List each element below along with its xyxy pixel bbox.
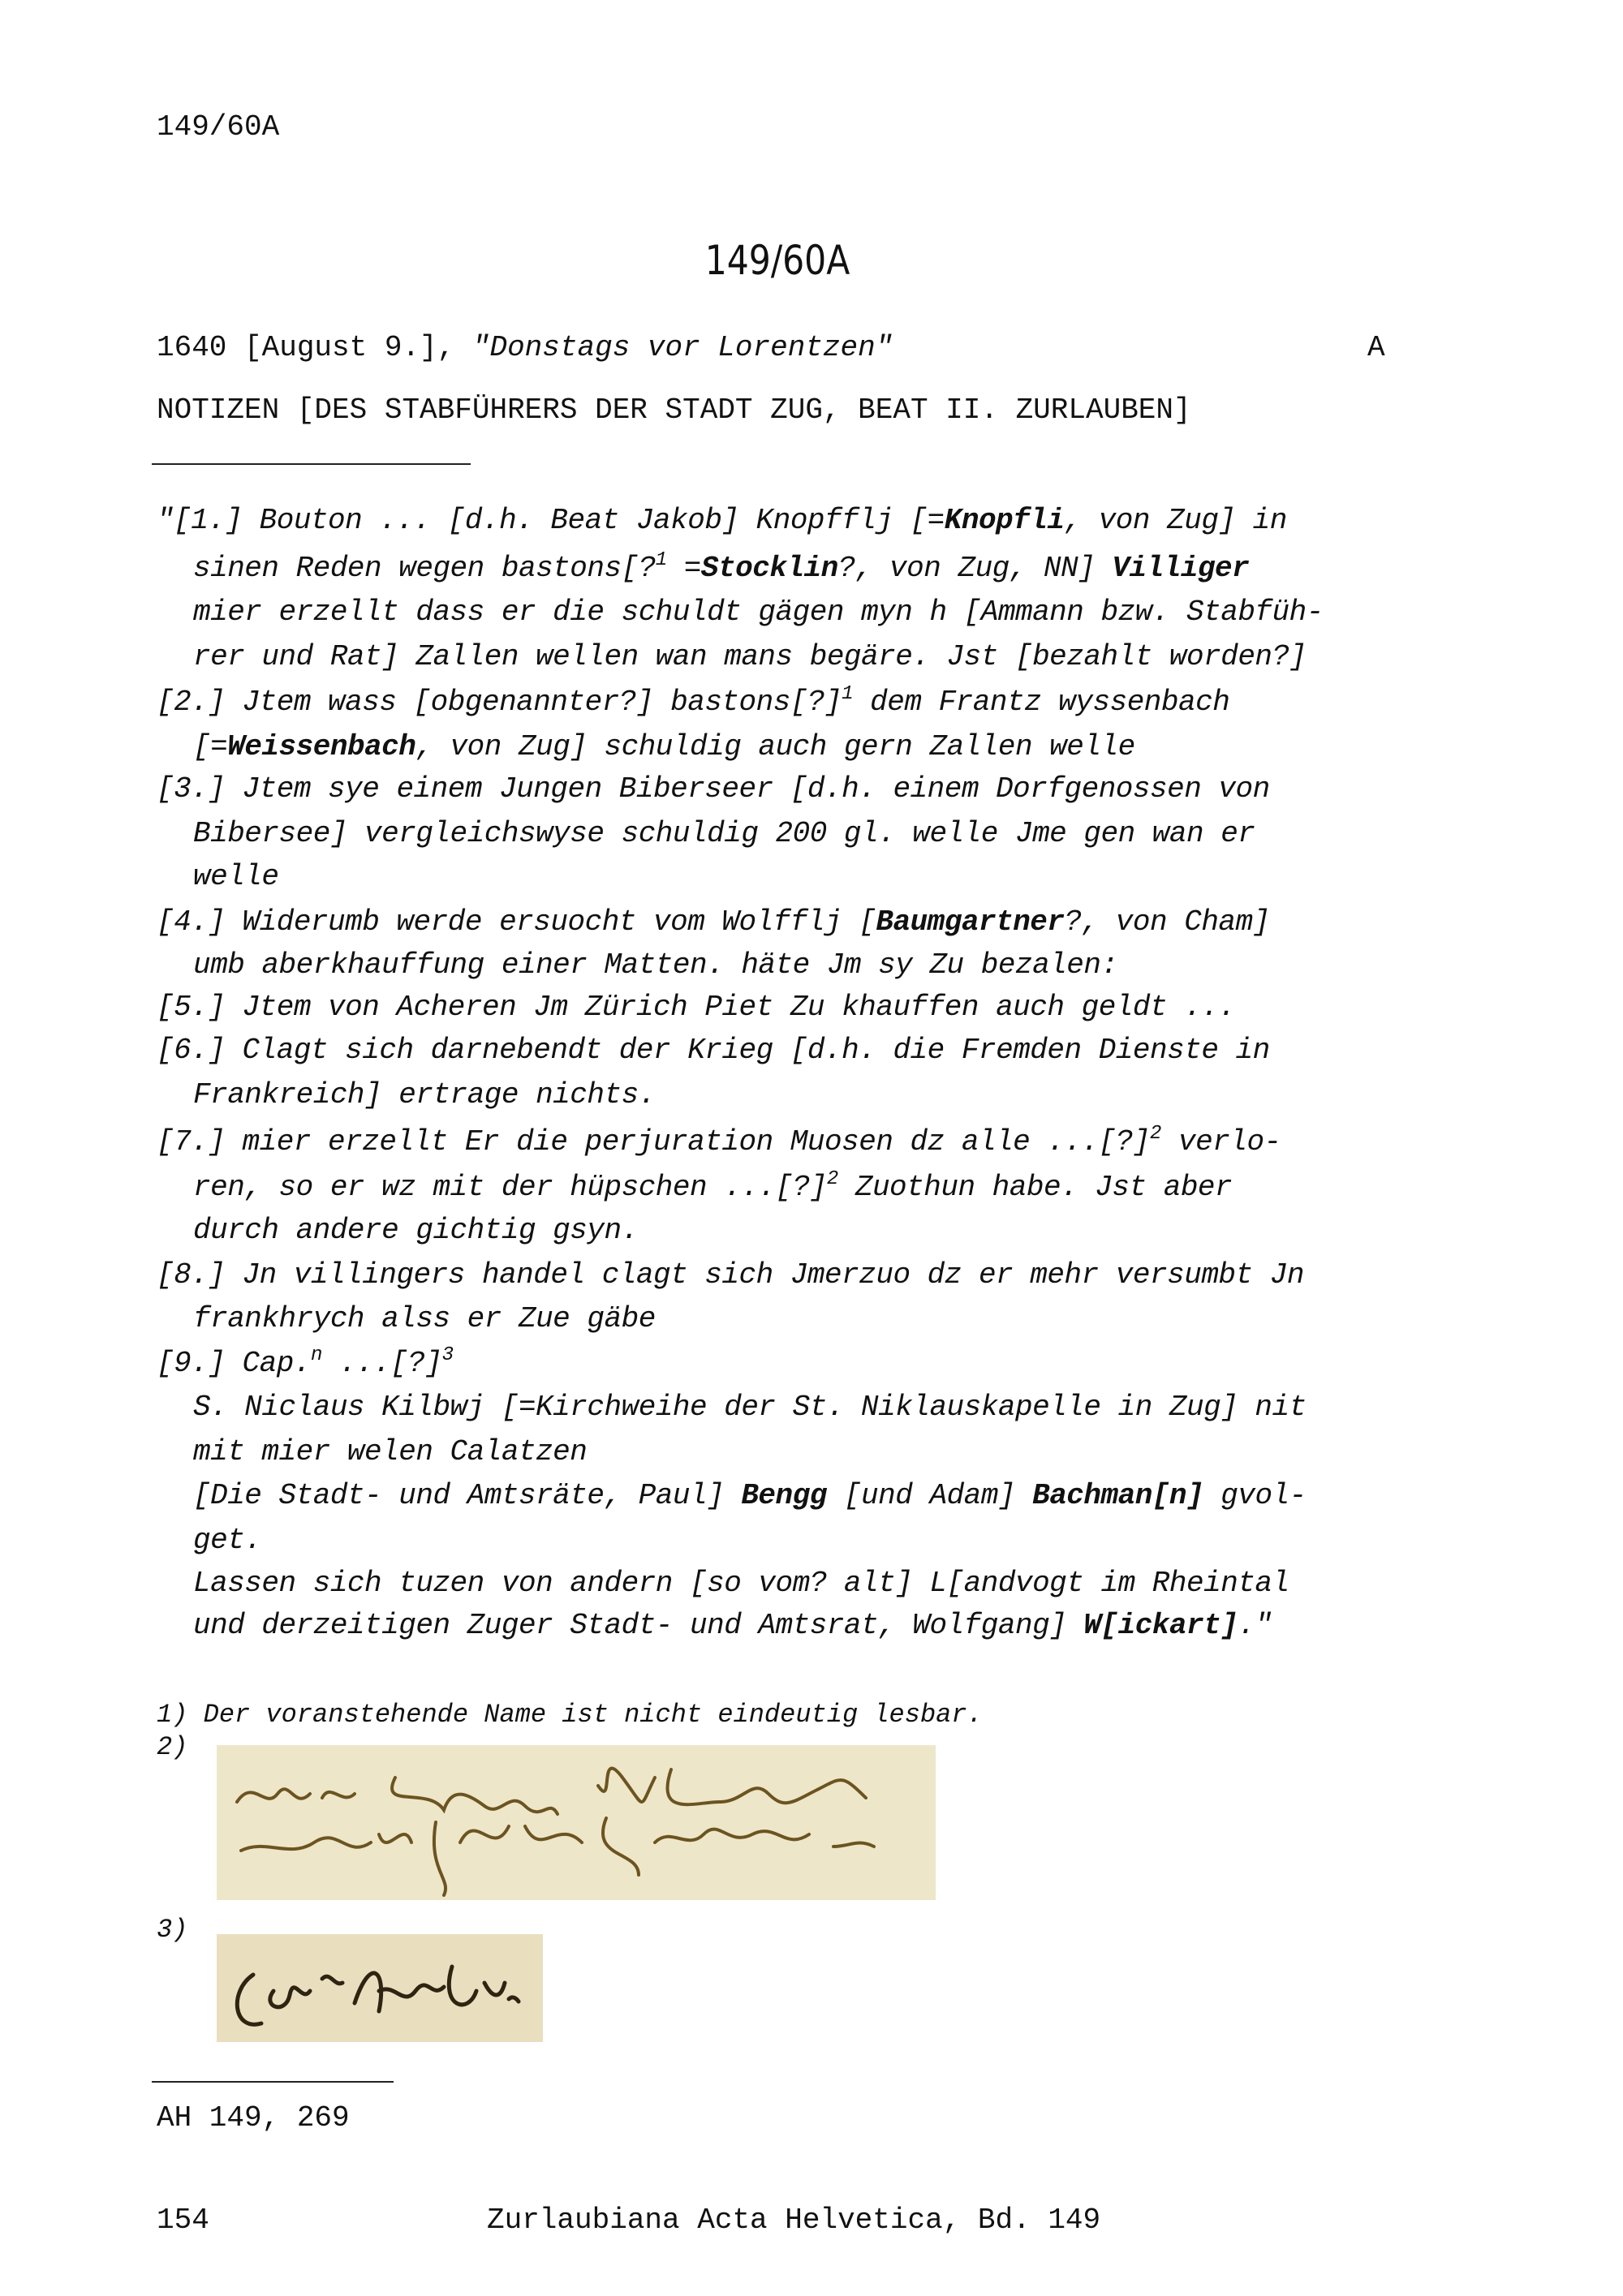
line-text: Zuothun habe. Jst aber: [837, 1171, 1233, 1204]
footnote-3-label: 3): [157, 1915, 188, 1945]
line-text: , von Zug] schuldig auch gern Zallen welle: [415, 730, 1135, 763]
page-title: 149/60A: [704, 237, 850, 284]
transcription-line: [157, 1258, 1304, 1292]
date-quote: "Donstags vor Lorentzen": [471, 331, 893, 364]
transcription-line: [157, 772, 1270, 806]
transcription-line: [157, 1034, 1270, 1067]
line-text: umb aberkhauffung einer Matten. häte Jm sy Zu bezalen:: [193, 948, 1118, 982]
transcription-line: [157, 1125, 1281, 1159]
footnote-ref: 1: [842, 683, 854, 705]
line-text: [9.] Cap.: [157, 1347, 311, 1380]
transcription-line: [193, 817, 1255, 850]
running-header: 149/60A: [157, 110, 280, 144]
line-text: sinen Reden wegen bastons[?: [193, 552, 656, 585]
line-text: ren, so er wz mit der hüpschen ...[?]: [193, 1171, 827, 1204]
transcription-line: [193, 1567, 1289, 1600]
transcription-line: [193, 1078, 656, 1111]
line-text: get.: [193, 1524, 262, 1557]
page-number: 154: [157, 2204, 209, 2237]
line-text: [=: [193, 730, 228, 763]
source-divider: [152, 2081, 394, 2083]
bold-name: Weissenbach: [227, 730, 416, 763]
transcription-line: [193, 1435, 587, 1468]
line-text: [und Adam]: [826, 1479, 1033, 1512]
line-text: frankhrych alss er Zue gäbe: [193, 1302, 656, 1335]
transcription-line: [193, 549, 1250, 585]
transcription-line: [193, 595, 1324, 629]
footnote-ref: 2: [1150, 1123, 1161, 1145]
line-text: ?, von Cham]: [1064, 905, 1270, 939]
footnote-ref: 2: [826, 1168, 838, 1190]
handwriting-image-2: [217, 1745, 936, 1900]
footnote-ref: n: [310, 1344, 322, 1366]
line-text: [4.] Widerumb werde ersuocht vom Wolfflj [: [157, 905, 876, 939]
bold-name: Stocklin: [700, 552, 838, 585]
bold-name: Knopfli: [944, 504, 1065, 537]
document-heading: NOTIZEN [DES STABFÜHRERS DER STADT ZUG, BEAT II. ZURLAUBEN]: [157, 393, 1191, 427]
transcription-line: [157, 1344, 454, 1380]
line-text: ?, von Zug, NN]: [837, 552, 1113, 585]
line-text: durch andere gichtig gsyn.: [193, 1214, 639, 1247]
transcription-line: [193, 1391, 1307, 1424]
line-text: [Die Stadt- und Amtsräte, Paul]: [193, 1479, 742, 1512]
line-text: verlo-: [1160, 1125, 1281, 1159]
transcription-line: [157, 905, 1270, 939]
line-text: rer und Rat] Zallen wellen wan mans begäre. Jst [bezahlt worden?]: [193, 640, 1307, 673]
line-text: und derzeitigen Zuger Stadt- und Amtsrat, Wolfgang]: [193, 1609, 1084, 1642]
line-text: .": [1238, 1609, 1272, 1642]
line-text: =: [666, 552, 701, 585]
line-text: gvol-: [1203, 1479, 1307, 1512]
bold-name: Baumgartner: [876, 905, 1065, 939]
line-text: [6.] Clagt sich darnebendt der Krieg [d.h. die Fremden Dienste in: [157, 1034, 1270, 1067]
line-text: [2.] Jtem wass [obgenannter?] bastons[?]: [157, 686, 842, 719]
transcription-line: [157, 504, 1287, 537]
line-text: ...[?]: [321, 1347, 442, 1380]
line-text: mier erzellt dass er die schuldt gägen myn h [Ammann bzw. Stabfüh-: [193, 595, 1324, 629]
footnote-text: Der voranstehende Name ist nicht eindeutig lesbar.: [203, 1700, 983, 1730]
footnote-2-label: 2): [157, 1732, 188, 1762]
transcription-line: [193, 730, 1135, 763]
line-text: Frankreich] ertrage nichts.: [193, 1078, 656, 1111]
transcription-line: [193, 860, 279, 893]
line-text: mit mier welen Calatzen: [193, 1435, 588, 1468]
transcription-line: [193, 1479, 1307, 1512]
language-marker: A: [1367, 331, 1385, 364]
bold-name: W[ickart]: [1083, 1609, 1238, 1642]
transcription-line: [157, 991, 1236, 1024]
line-text: dem Frantz wyssenbach: [853, 686, 1230, 719]
bold-name: Bengg: [741, 1479, 827, 1512]
transcription-line: [193, 1168, 1233, 1204]
divider: [152, 463, 471, 465]
source-reference: AH 149, 269: [157, 2101, 350, 2135]
line-text: "[1.] Bouton ... [d.h. Beat Jakob] Knopfflj [=: [157, 504, 945, 537]
bold-name: Villiger: [1112, 552, 1250, 585]
line-text: [8.] Jn villingers handel clagt sich Jmerzuo dz er mehr versumbt Jn: [157, 1258, 1304, 1292]
transcription-line: [193, 948, 1118, 982]
bold-name: Bachman[n]: [1032, 1479, 1204, 1512]
transcription-line: [157, 683, 1230, 719]
transcription-line: [193, 640, 1307, 673]
transcription-line: [193, 1609, 1272, 1642]
footnote-1: [157, 1700, 983, 1730]
handwriting-image-3: [217, 1934, 543, 2042]
footnote-ref: 1: [655, 549, 667, 571]
transcription-line: [193, 1524, 261, 1557]
line-text: S. Niclaus Kilbwj [=Kirchweihe der St. Niklauskapelle in Zug] nit: [193, 1391, 1307, 1424]
publication-title: Zurlaubiana Acta Helvetica, Bd. 149: [487, 2204, 1101, 2237]
footnote-label: 1): [157, 1700, 188, 1730]
line-text: [5.] Jtem von Acheren Jm Zürich Piet Zu khauffen auch geldt ...: [157, 991, 1236, 1024]
line-text: [3.] Jtem sye einem Jungen Biberseer [d.h. einem Dorfgenossen von: [157, 772, 1270, 806]
line-text: , von Zug] in: [1064, 504, 1287, 537]
line-text: [7.] mier erzellt Er die perjuration Muosen dz alle ...[?]: [157, 1125, 1151, 1159]
transcription-line: [193, 1214, 639, 1247]
footnote-ref: 3: [441, 1344, 454, 1366]
line-text: Bibersee] vergleichswyse schuldig 200 gl. welle Jme gen wan er: [193, 817, 1255, 850]
date-line: [157, 331, 893, 364]
line-text: Lassen sich tuzen von andern [so vom? alt] L[andvogt im Rheintal: [193, 1567, 1289, 1600]
transcription-line: [193, 1302, 656, 1335]
line-text: welle: [193, 860, 279, 893]
date: 1640 [August 9.],: [157, 331, 472, 364]
